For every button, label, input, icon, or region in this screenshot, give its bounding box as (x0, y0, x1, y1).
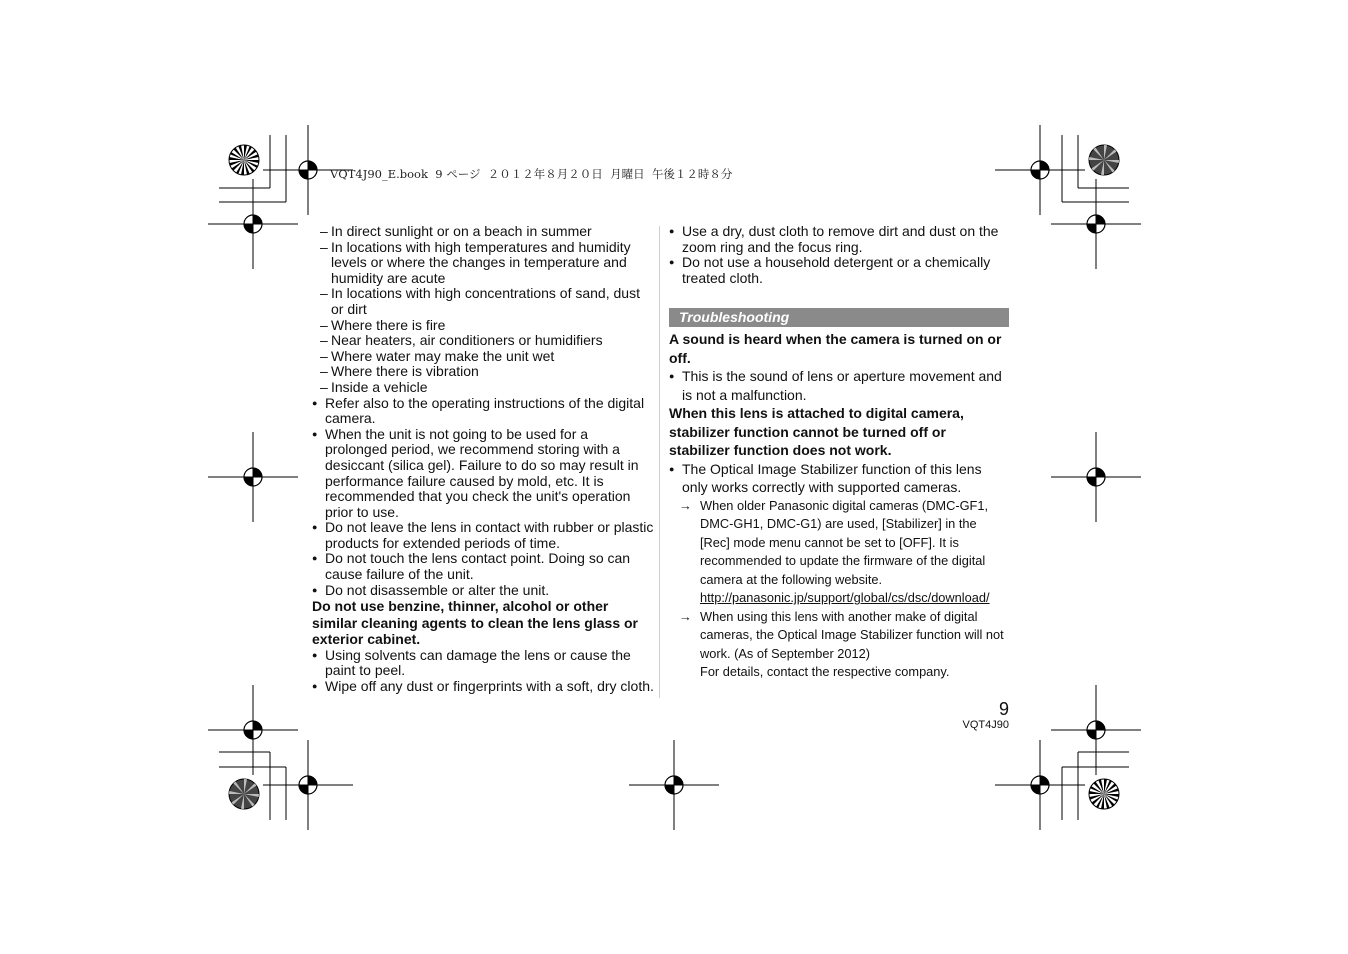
bullet-item: ● Refer also to the operating instructions of the digital camera. (312, 396, 654, 427)
file-info-header: VQT4J90_E.book 9 ページ ２０１２年８月２０日 月曜日 午後１２時８分 (330, 167, 733, 181)
left-column (312, 224, 654, 695)
page-number: 9 (998, 699, 1009, 719)
bullet-item: ● Do not disassemble or alter the unit. (312, 583, 654, 599)
list-item: – Where water may make the unit wet (312, 349, 654, 365)
bullet-item: ● Using solvents can damage the lens or cause the paint to peel. (312, 648, 654, 679)
arrow-note-1 (669, 497, 1009, 608)
bullet-item: ● Use a dry, dust cloth to remove dirt and dust on the zoom ring and the focus ring. (669, 224, 1009, 255)
bullet-item: ● Wipe off any dust or fingerprints with a soft, dry cloth. (312, 679, 654, 695)
arrow-note-extra: For details, contact the respective company. (700, 664, 950, 680)
right-column (669, 224, 1009, 682)
section-heading-troubleshooting: Troubleshooting (669, 308, 1009, 327)
trouble-question-2: When this lens is attached to digital camera, stabilizer function cannot be turned off or stabilizer function does not work. (669, 405, 964, 459)
bullet-item: ● When the unit is not going to be used for a prolonged period, we recommend storing with a desiccant (silica gel). Failure to do so may result in performance failure caused by mold, etc. It is recommended that you check the unit's operation prior to use. (312, 427, 654, 521)
list-item: – In locations with high concentrations of sand, dust or dirt (312, 286, 654, 317)
list-item: – Near heaters, air conditioners or humidifiers (312, 333, 654, 349)
bullet-item: ● This is the sound of lens or aperture movement and is not a malfunction. (669, 367, 1009, 404)
bullet-item: ● Do not leave the lens in contact with rubber or plastic products for extended periods of time. (312, 520, 654, 551)
bullet-item: ● Do not use a household detergent or a chemically treated cloth. (669, 255, 1009, 286)
bullet-item: ● The Optical Image Stabilizer function of this lens only works correctly with supported cameras. (669, 460, 1009, 497)
list-item: – In locations with high temperatures and humidity levels or where the changes in temperature and humidity are acute (312, 240, 654, 287)
list-item: – Where there is vibration (312, 364, 654, 380)
arrow-note-text: When older Panasonic digital cameras (DMC-GF1, DMC-GH1, DMC-G1) are used, [Stabilizer] in the [Rec] mode menu cannot be set to [OFF]. It is recommended to update the firmware of the digital camera at the following website. (700, 497, 989, 587)
download-link[interactable]: http://panasonic.jp/support/global/cs/dsc/download/ (700, 590, 990, 606)
arrow-note-text: When using this lens with another make of digital cameras, the Optical Image Stabilizer function will not work. (As of September 2012) (700, 608, 1004, 661)
column-divider (659, 226, 660, 698)
list-item: – In direct sunlight or on a beach in summer (312, 224, 654, 240)
list-item: – Where there is fire (312, 318, 654, 334)
document-code: VQT4J90 (962, 719, 1009, 731)
list-item: – Inside a vehicle (312, 380, 654, 396)
arrow-note-2 (669, 608, 1009, 682)
trouble-question-1: A sound is heard when the camera is turned on or off. (669, 331, 1002, 366)
cleaning-warning: Do not use benzine, thinner, alcohol or other similar cleaning agents to clean the lens glass or exterior cabinet. (312, 598, 638, 648)
bullet-item: ● Do not touch the lens contact point. Doing so can cause failure of the unit. (312, 551, 654, 582)
